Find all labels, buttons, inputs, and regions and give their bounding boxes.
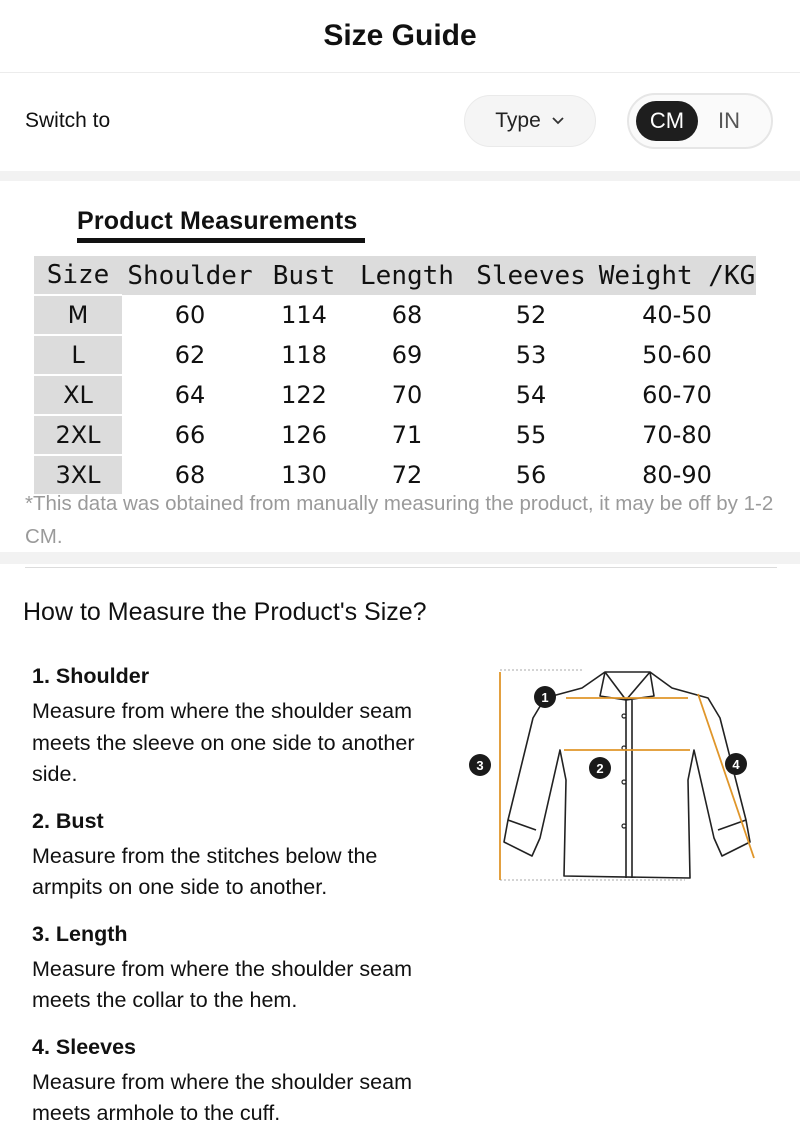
table-cell: 56	[515, 460, 547, 489]
step-title: 4. Sleeves	[32, 1034, 137, 1059]
divider	[25, 567, 777, 568]
size-cell: XL	[34, 375, 122, 415]
table-row	[34, 295, 756, 335]
table-cell: 52	[515, 301, 547, 329]
step-item	[32, 660, 452, 791]
switch-label: Switch to	[25, 109, 111, 132]
page-title: Size Guide	[323, 19, 477, 52]
table-cell: 68	[391, 301, 423, 329]
table-cell: 40-50	[642, 301, 712, 329]
column-header: Sleeves	[464, 256, 598, 295]
step-description: Measure from the stitches below the armpits on one side to another.	[32, 843, 378, 899]
step-title: 1. Shoulder	[32, 664, 150, 688]
unit-cm-button[interactable]: CM	[636, 101, 698, 141]
table-cell: 50-60	[642, 341, 712, 369]
switch-row	[0, 73, 800, 171]
table-cell: 60-70	[642, 381, 712, 409]
table-cell: 66	[174, 421, 206, 449]
table-cell: 69	[391, 341, 423, 369]
marker-2	[589, 757, 611, 779]
table-cell: 72	[391, 460, 423, 489]
table-cell: 114	[281, 301, 327, 329]
steps-list	[32, 660, 452, 1144]
step-description: Measure from where the shoulder seam meets the collar to the hem.	[32, 956, 413, 1012]
table-cell: 70-80	[642, 421, 712, 449]
table-cell: 62	[174, 341, 206, 369]
shirt-diagram	[460, 660, 760, 890]
step-title: 2. Bust	[32, 808, 104, 833]
marker-1	[534, 686, 556, 708]
size-cell: L	[34, 335, 122, 375]
section-band	[0, 552, 800, 564]
step-description: Measure from where the shoulder seam meets armhole to the cuff.	[32, 1069, 413, 1125]
table-row	[34, 375, 756, 415]
column-header: Bust	[258, 256, 350, 295]
table-cell: 60	[174, 301, 206, 329]
size-table	[34, 256, 756, 494]
table-cell: 53	[515, 341, 547, 369]
header	[0, 0, 800, 73]
step-title: 3. Length	[32, 921, 128, 946]
unit-in-button[interactable]: IN	[718, 108, 740, 133]
size-cell: 2XL	[34, 415, 122, 455]
column-header: Weight /KG	[598, 256, 756, 295]
svg-text:2: 2	[596, 761, 604, 776]
column-header: Shoulder	[122, 256, 258, 295]
title-underline	[77, 238, 365, 243]
measurements-title: Product Measurements	[77, 207, 358, 235]
table-cell: 126	[281, 421, 327, 449]
table-cell: 64	[174, 381, 206, 409]
marker-3	[469, 754, 491, 776]
table-row	[34, 335, 756, 375]
type-select[interactable]	[464, 95, 596, 147]
chevron-down-icon	[551, 116, 565, 126]
table-cell: 130	[281, 460, 327, 489]
table-cell: 122	[281, 381, 327, 409]
table-cell: 71	[391, 421, 423, 449]
table-cell: 68	[174, 460, 206, 489]
type-select-label: Type	[495, 109, 541, 132]
measurement-note: *This data was obtained from manually measuring the product, it may be off by 1-2 CM.	[25, 492, 774, 548]
table-header-row	[34, 256, 756, 295]
size-cell: 3XL	[34, 455, 122, 494]
svg-text:3: 3	[476, 758, 484, 773]
table-cell: 118	[281, 341, 327, 369]
svg-text:4: 4	[732, 757, 740, 772]
step-item	[32, 805, 452, 904]
table-cell: 80-90	[642, 460, 712, 489]
marker-4	[725, 753, 747, 775]
svg-text:1: 1	[541, 690, 549, 705]
section-band	[0, 171, 800, 181]
step-description: Measure from where the shoulder seam meets the sleeve on one side to another side.	[32, 699, 415, 786]
table-cell: 54	[515, 381, 547, 409]
step-item	[32, 918, 452, 1017]
unit-toggle[interactable]	[627, 93, 773, 149]
how-to-title: How to Measure the Product's Size?	[23, 598, 427, 626]
column-header: Size	[34, 256, 122, 295]
table-cell: 55	[515, 421, 547, 449]
table-cell: 70	[391, 381, 423, 409]
table-row	[34, 415, 756, 455]
step-item	[32, 1031, 452, 1130]
size-cell: M	[34, 295, 122, 335]
column-header: Length	[350, 256, 464, 295]
